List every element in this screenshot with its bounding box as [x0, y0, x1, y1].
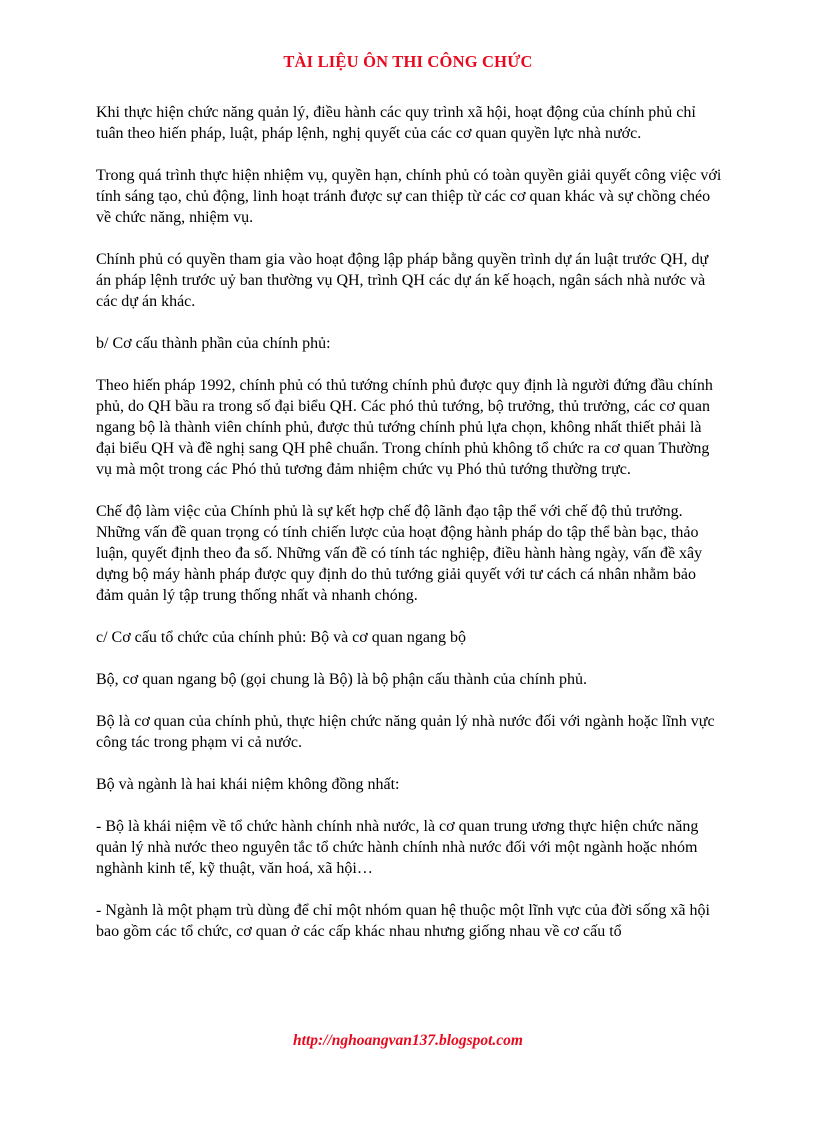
section-heading-b: b/ Cơ cấu thành phần của chính phủ: [96, 335, 331, 352]
list-item: - Ngành là một phạm trù dùng để chỉ một nhóm quan hệ thuộc một lĩnh vực của đời sống xã hội bao gồm các tổ chức, cơ quan ở các cấp khác nhau nhưng giống nhau về cơ cấu tổ [96, 902, 710, 940]
footer-blog-link[interactable]: http://nghoangvan137.blogspot.com [293, 1032, 523, 1049]
paragraph: Chế độ làm việc của Chính phủ là sự kết hợp chế độ lãnh đạo tập thể với chế độ thủ trưởng. Những vấn đề quan trọng có tính chiến lược của hoạt động hành pháp do tập thể bàn bạc, thảo luận, quyết định theo đa số. Những vấn đề có tính tác nghiệp, điều hành hàng ngày, vấn đề xây dựng bộ máy hành pháp được quy định do thủ tướng giải quyết với tư cách cá nhân nhằm bảo đảm quản lý tập trung thống nhất và nhanh chóng. [96, 503, 703, 604]
paragraph: Trong quá trình thực hiện nhiệm vụ, quyền hạn, chính phủ có toàn quyền giải quyết công việc với tính sáng tạo, chủ động, linh hoạt tránh được sự can thiệp từ các cơ quan khác và sự chồng chéo về chức năng, nhiệm vụ. [96, 167, 722, 226]
paragraph: Khi thực hiện chức năng quản lý, điều hành các quy trình xã hội, hoạt động của chính phủ chỉ tuân theo hiến pháp, luật, pháp lệnh, nghị quyết của các cơ quan quyền lực nhà nước. [96, 104, 696, 142]
paragraph: Bộ và ngành là hai khái niệm không đồng nhất: [96, 776, 400, 793]
paragraph: Bộ, cơ quan ngang bộ (gọi chung là Bộ) là bộ phận cấu thành của chính phủ. [96, 671, 588, 688]
paragraph: Theo hiến pháp 1992, chính phủ có thủ tướng chính phủ được quy định là người đứng đầu chính phủ, do QH bầu ra trong số đại biểu QH. Các phó thủ tướng, bộ trưởng, thủ trưởng, các cơ quan ngang bộ là thành viên chính phủ, được thủ tướng chính phủ lựa chọn, không nhất thiết phải là đại biểu QH và đề nghị sang QH phê chuẩn. Trong chính phủ không tổ chức ra cơ quan Thường vụ mà một trong các Phó thủ tương đảm nhiệm chức vụ Phó thủ tướng thường trực. [96, 377, 713, 478]
document-body [96, 102, 724, 963]
section-heading-c: c/ Cơ cấu tổ chức của chính phủ: Bộ và cơ quan ngang bộ [96, 629, 466, 646]
list-item: - Bộ là khái niệm về tổ chức hành chính nhà nước, là cơ quan trung ương thực hiện chức năng quản lý nhà nước theo nguyên tắc tổ chức hành chính nhà nước đối với một ngành hoặc nhóm nghành kinh tế, kỹ thuật, văn hoá, xã hội… [96, 818, 699, 877]
page-title: TÀI LIỆU ÔN THI CÔNG CHỨC [283, 52, 533, 71]
paragraph: Bộ là cơ quan của chính phủ, thực hiện chức năng quản lý nhà nước đối với ngành hoặc lĩnh vực công tác trong phạm vi cả nước. [96, 713, 715, 751]
paragraph: Chính phủ có quyền tham gia vào hoạt động lập pháp bằng quyền trình dự án luật trước QH, dự án pháp lệnh trước uỷ ban thường vụ QH, trình QH các dự án kế hoạch, ngân sách nhà nước và các dự án khác. [96, 251, 709, 310]
